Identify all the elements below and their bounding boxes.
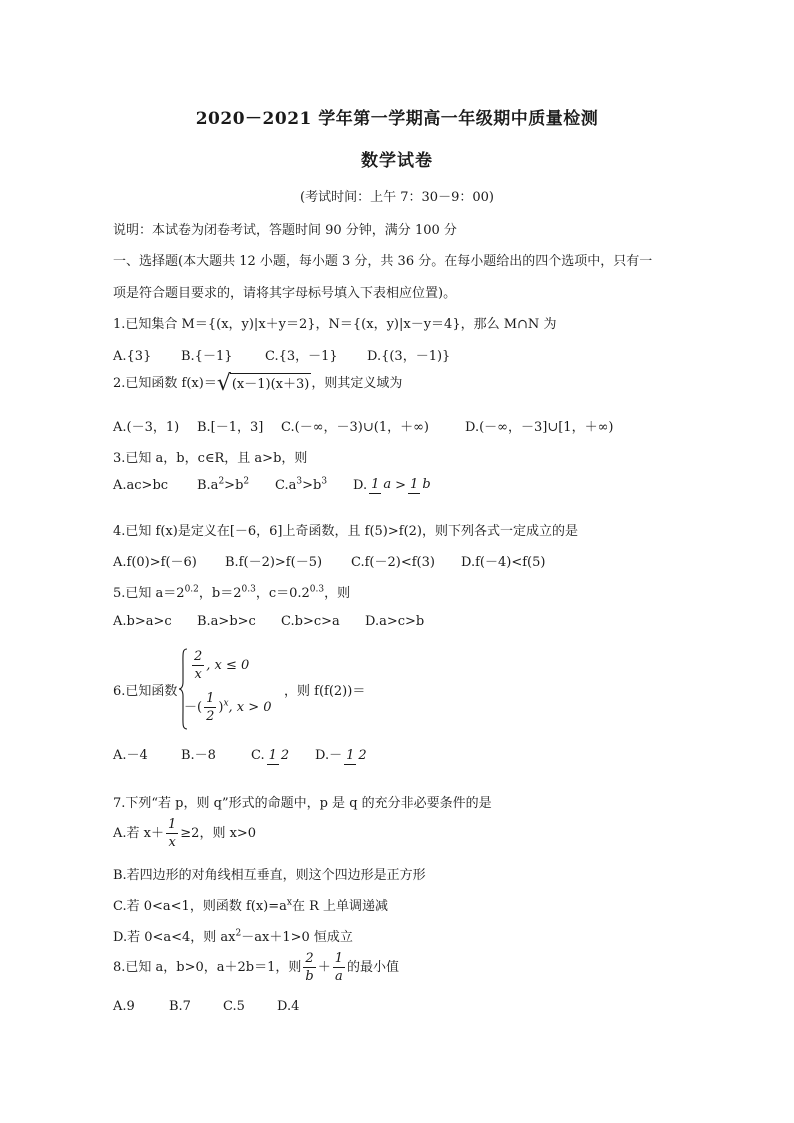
q8-option-d: D.4: [277, 999, 300, 1014]
q1-option-a: A.{3}: [113, 349, 152, 364]
q5-options: [113, 614, 424, 629]
q3-option-d: D. 1 a > 1 b: [353, 477, 431, 493]
q8-stem: 8.已知 a，b>0，a＋2b＝1，则 $\frac{2}{b}$ ＋ $\frac{1}{a}$ 的最小值: [113, 951, 400, 984]
q2-stem-after: ，则其定义域为: [311, 376, 403, 391]
exam-title: 2020－2021 学年第一学期高一年级期中质量检测: [195, 109, 599, 129]
q2-option-d: D.(－∞，－3]∪[1，＋∞): [465, 420, 614, 435]
q5-option-a: A.b>a>c: [113, 614, 172, 629]
q4-option-c: C.f(－2)<f(3): [351, 555, 435, 570]
q8-option-c: C.5: [223, 999, 245, 1014]
q3-option-a: A.ac>bc: [113, 477, 169, 493]
instructions: 说明：本试卷为闭卷考试，答题时间 90 分钟，满分 100 分: [113, 223, 457, 238]
q3-options: [113, 476, 435, 494]
q8-option-a: A.9: [113, 999, 135, 1014]
exam-subtitle: 数学试卷: [361, 151, 433, 171]
q7-option-b: B.若四边形的对角线相互垂直，则这个四边形是正方形: [113, 868, 426, 883]
q1-options: [113, 345, 450, 364]
q7-option-a: A.若 x＋ $\frac{1}{x}$ ≥2，则 x>0: [113, 817, 257, 850]
q5-stem: 5.已知 $a=2^{0.2}$，$b=2^{0.3}$，$c=0.2^{0.3}$，则: [113, 584, 351, 601]
q7-option-c: C.若 0<a<1，则函数 $f(x)=a^x$在 R 上单调递减: [113, 897, 389, 914]
q3-option-b: $B.a^2>b^2$: [197, 476, 250, 493]
q6-option-a: A.－4: [113, 748, 148, 763]
q5-option-b: B.a>b>c: [197, 614, 256, 629]
q7-stem: 7.下列“若 p，则 q”形式的命题中，p 是 q 的充分非必要条件的是: [113, 796, 492, 811]
q4-stem: 4.已知 f(x)是定义在[－6，6]上奇函数，且 f(5)>f(2)，则下列各式一定成立的是: [113, 524, 578, 539]
q6-options: [113, 744, 371, 765]
q2-option-a: A.(－3，1): [113, 420, 180, 435]
q4-option-b: B.f(－2)>f(－5): [225, 555, 323, 570]
q7-option-d: D.若 0<a<4，则 $ax^2-ax+1>0$ 恒成立: [113, 928, 353, 945]
q6-option-c: C. 1 2: [251, 747, 290, 763]
q1-option-b: B.{－1}: [181, 349, 233, 364]
q2-sqrt-expr: (x－1)(x＋3): [230, 373, 312, 395]
q3-stem: 3.已知 a，b，c∈R，且 a>b，则: [113, 451, 308, 466]
q2-sqrt: √ (x－1)(x＋3): [216, 370, 310, 396]
q6-stem-after: ，则 f(f(2))＝: [284, 684, 366, 699]
exam-time: (考试时间：上午 7：30－9：00): [300, 190, 494, 205]
q6-option-d: D.－ 1 2: [315, 747, 367, 763]
q1-stem: 1.已知集合 M＝{(x，y)|x＋y＝2}，N＝{(x，y)|x－y＝4}，那么 M∩N 为: [113, 317, 557, 332]
q6-piecewise: [178, 648, 278, 730]
q3-option-c: $C.a^3>b^3$: [275, 476, 328, 493]
q5-option-c: C.b>c>a: [281, 614, 340, 629]
q8-option-b: B.7: [169, 999, 191, 1014]
q6-case1: $\frac{2}{x}$ , x ≤ 0: [194, 649, 250, 682]
q4-option-a: A.f(0)>f(－6): [113, 555, 197, 570]
q8-options: [113, 999, 299, 1014]
q2-option-c: C.(－∞，－3)∪(1，＋∞): [281, 420, 429, 435]
q1-option-d: D.{(3，－1)}: [367, 349, 451, 364]
q1-option-c: C.{3，－1}: [265, 349, 338, 364]
q2-options: [113, 416, 613, 435]
q5-option-d: D.a>c>b: [365, 614, 425, 629]
q4-option-d: D.f(－4)<f(5): [461, 555, 546, 570]
q2-option-b: B.[－1，3]: [197, 420, 264, 435]
q4-options: [113, 551, 545, 570]
q6-case2: －( $\frac{1}{2}$ )$^x$, x > 0: [184, 691, 272, 724]
section1-line2: 项是符合题目要求的，请将其字母标号填入下表相应位置)。: [113, 286, 457, 301]
q6-stem-before: 6.已知函数: [113, 684, 178, 699]
section1-line1: 一、选择题(本大题共 12 小题，每小题 3 分，共 36 分。在每小题给出的四个选项中，只有一: [113, 254, 653, 269]
q2-stem-before: 2.已知函数 f(x)＝: [113, 376, 217, 391]
q2-stem: [113, 372, 402, 395]
q6-option-b: B.－8: [181, 748, 216, 763]
